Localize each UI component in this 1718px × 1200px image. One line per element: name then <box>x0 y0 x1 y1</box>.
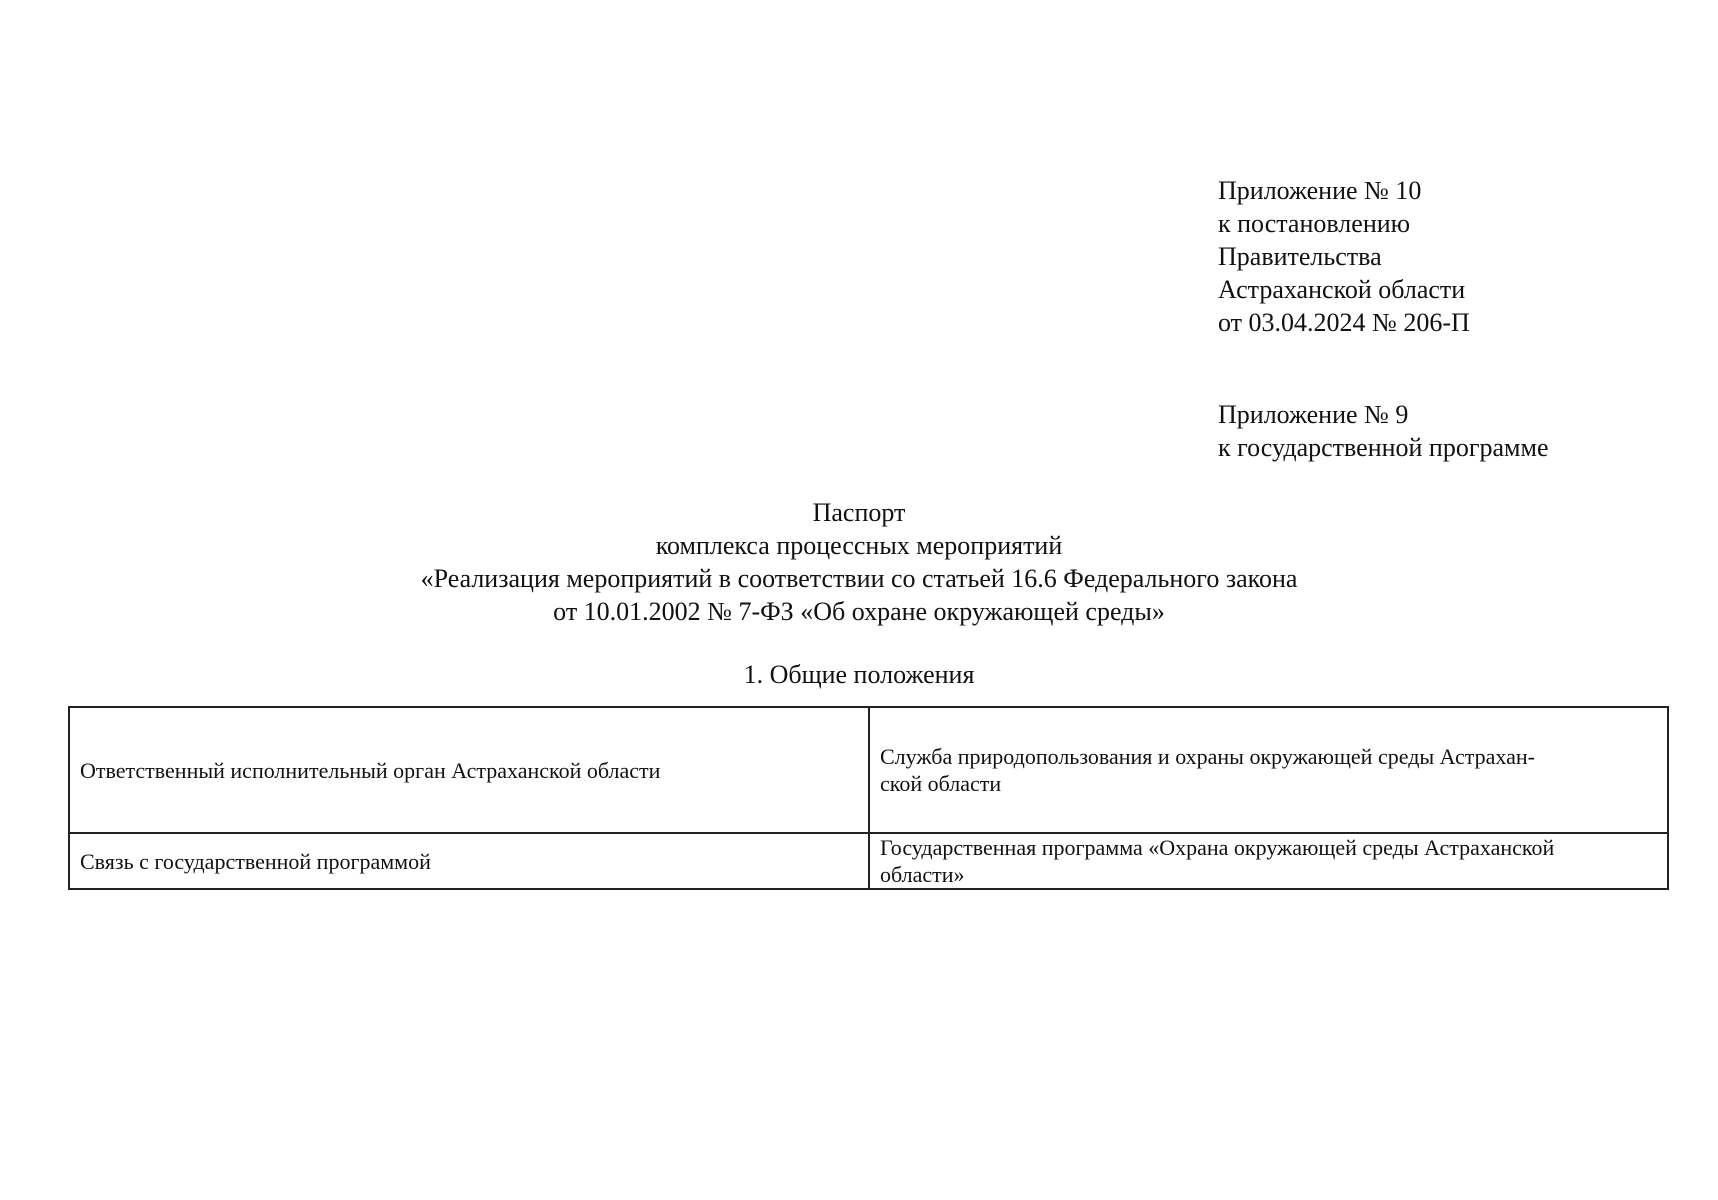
table-cell-label <box>69 833 869 889</box>
program-link-value-line-2: области» <box>880 862 965 887</box>
table-cell-value <box>869 707 1668 833</box>
appendix-10-government: Правительства <box>1218 242 1382 271</box>
title-line-program-name: «Реализация мероприятий в соответствии со статьей 16.6 Федерального закона <box>420 564 1298 593</box>
general-provisions-table <box>68 706 1669 890</box>
appendix-10-number: Приложение № 10 <box>1218 176 1422 205</box>
appendix-9-header <box>1218 398 1549 464</box>
table-row <box>69 833 1668 889</box>
appendix-10-region: Астраханской области <box>1218 275 1466 304</box>
table-row <box>69 707 1668 833</box>
appendix-10-date-number: от 03.04.2024 № 206-П <box>1218 308 1470 337</box>
responsible-body-value-line-2: ской области <box>880 771 1002 796</box>
appendix-9-to-program: к государственной программе <box>1218 433 1549 462</box>
title-line-complex: комплекса процессных мероприятий <box>655 531 1063 560</box>
table-cell-value <box>869 833 1668 889</box>
appendix-10-header <box>1218 174 1470 339</box>
table-cell-label <box>69 707 869 833</box>
title-line-law: от 10.01.2002 № 7-ФЗ «Об охране окружающей среды» <box>553 597 1165 626</box>
appendix-9-number: Приложение № 9 <box>1218 400 1409 429</box>
section-heading: 1. Общие положения <box>743 660 975 689</box>
responsible-body-label: Ответственный исполнительный орган Астраханской области <box>80 757 661 783</box>
program-link-value-line-1: Государственная программа «Охрана окружающей среды Астраханской <box>880 835 1555 860</box>
program-link-label: Связь с государственной программой <box>80 848 431 874</box>
responsible-body-value-line-1: Служба природопользования и охраны окружающей среды Астрахан- <box>880 744 1535 769</box>
title-line-passport: Паспорт <box>812 498 906 527</box>
appendix-10-to-resolution: к постановлению <box>1218 209 1411 238</box>
document-title <box>0 496 1718 628</box>
